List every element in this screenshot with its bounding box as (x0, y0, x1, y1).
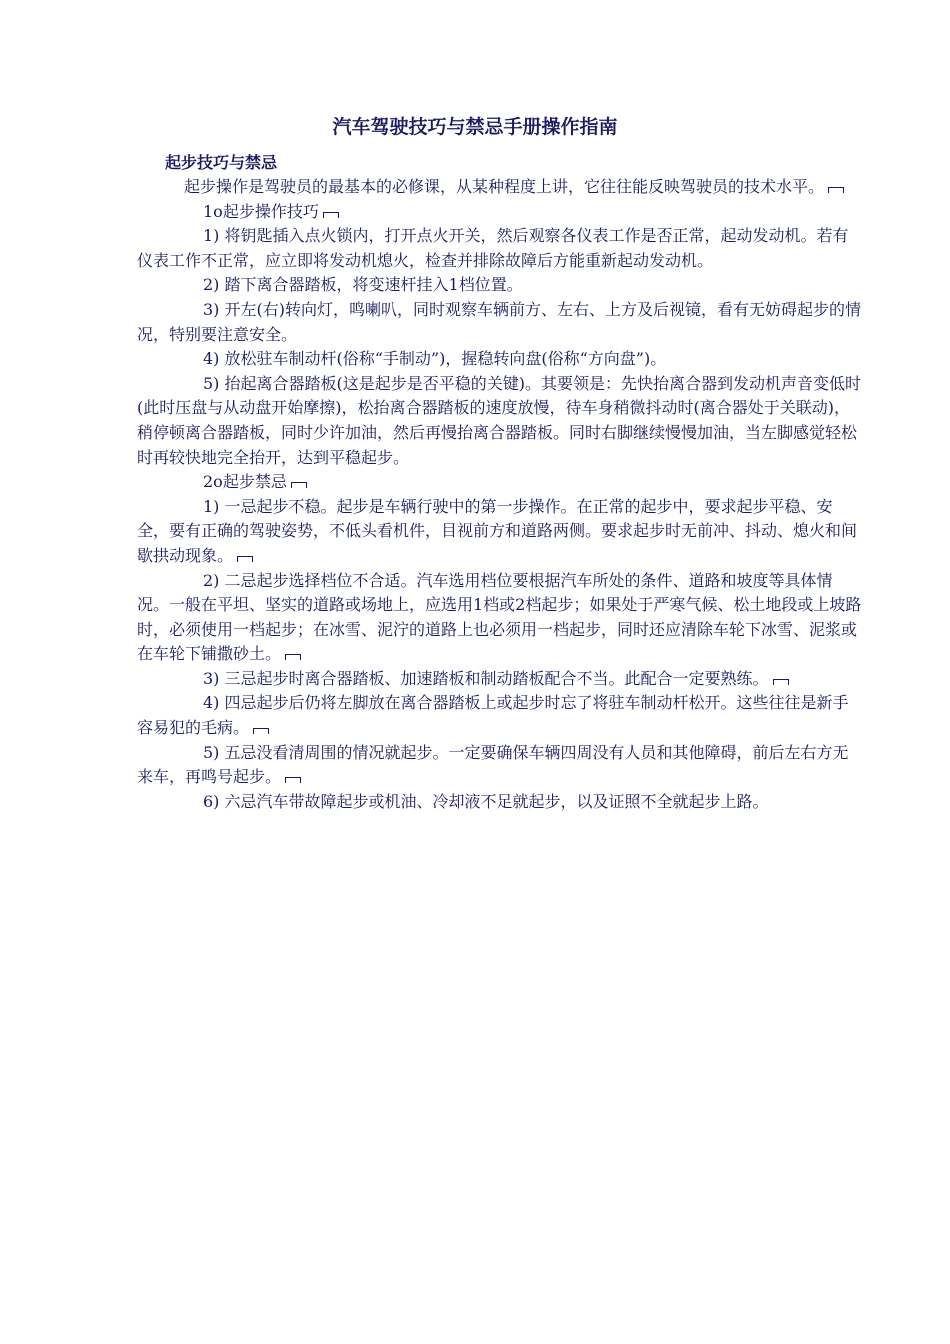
list-item: 6) 六忌汽车带故障起步或机油、冷却液不足就起步，以及证照不全就起步上路。 (203, 791, 769, 811)
list-item: 2) 踏下离合器踏板，将变速杆挂入1档位置。 (203, 275, 523, 295)
intro-paragraph: 起步操作是驾驶员的最基本的必修课，从某种程度上讲，它往往能反映驾驶员的技术水平。 (137, 175, 862, 200)
document-title: 汽车驾驶技巧与禁忌手册操作指南 (332, 116, 618, 138)
paragraph-mark-icon (323, 212, 339, 218)
paragraph-mark-icon (828, 187, 844, 193)
paragraph-mark-icon (253, 728, 269, 734)
list-item: 1) 将钥匙插入点火锁内，打开点火开关，然后观察各仪表工作是否正常，起动发动机。若有仪表工作不正常，应立即将发动机熄火，检查并排除故障后方能重新起动发动机。 (137, 226, 849, 270)
paragraph-mark-icon (237, 556, 253, 562)
paragraph-mark-icon (291, 482, 307, 488)
list-item: 2) 二忌起步选择档位不合适。汽车选用档位要根据汽车所处的条件、道路和坡度等具体情况。一般在平坦、坚实的道路或场地上，应选用1档或2档起步；如果处于严寒气候、松土地段或上坡路时，必须使用一档起步；在冰雪、泥泞的道路上也必须用一档起步，同时还应清除车轮下冰雪、泥浆或在车轮下铺撒砂土。 (137, 570, 862, 664)
paragraph-mark-icon (285, 777, 301, 783)
list-item: 3) 三忌起步时离合器踏板、加速踏板和制动踏板配合不当。此配合一定要熟练。 (137, 667, 862, 692)
section-heading: 起步技巧与禁忌 (165, 153, 278, 172)
document-body (137, 175, 862, 814)
paragraph-mark-icon (285, 654, 301, 660)
list-item: 1) 一忌起步不稳。起步是车辆行驶中的第一步操作。在正常的起步中，要求起步平稳、安全，要有正确的驾驶姿势，不低头看机件，目视前方和道路两侧。要求起步时无前冲、抖动、熄火和间歇拱动现象。 (137, 496, 858, 565)
paragraph-mark-icon (773, 679, 789, 685)
list-item: 5) 五忌没看清周围的情况就起步。一定要确保车辆四周没有人员和其他障碍，前后左右方无来车，再鸣号起步。 (137, 742, 849, 787)
list-item: 4) 放松驻车制动杆(俗称“手制动”)，握稳转向盘(俗称“方向盘”)。 (203, 349, 667, 369)
list-item: 3) 开左(右)转向灯，鸣喇叭，同时观察车辆前方、左右、上方及后视镜，看有无妨碍起步的情况，特别要注意安全。 (137, 299, 861, 344)
list-item: 5) 抬起离合器踏板(这是起步是否平稳的关键)。其要领是：先快抬离合器到发动机声音变低时(此时压盘与从动盘开始摩擦)，松抬离合器踏板的速度放慢，待车身稍微抖动时(离合器处于关联动)，稍停顿离合器踏板，同时少许加油，然后再慢抬离合器踏板。同时右脚继续慢慢加油，当左脚感觉轻松时再较快地完全抬开，达到平稳起步。 (137, 373, 861, 467)
list-item: 4) 四忌起步后仍将左脚放在离合器踏板上或起步时忘了将驻车制动杆松开。这些往往是新手容易犯的毛病。 (137, 693, 849, 738)
subheading-start-taboos: 2o起步禁忌 (137, 470, 862, 495)
subheading-start-techniques: 1o起步操作技巧 (137, 200, 862, 225)
